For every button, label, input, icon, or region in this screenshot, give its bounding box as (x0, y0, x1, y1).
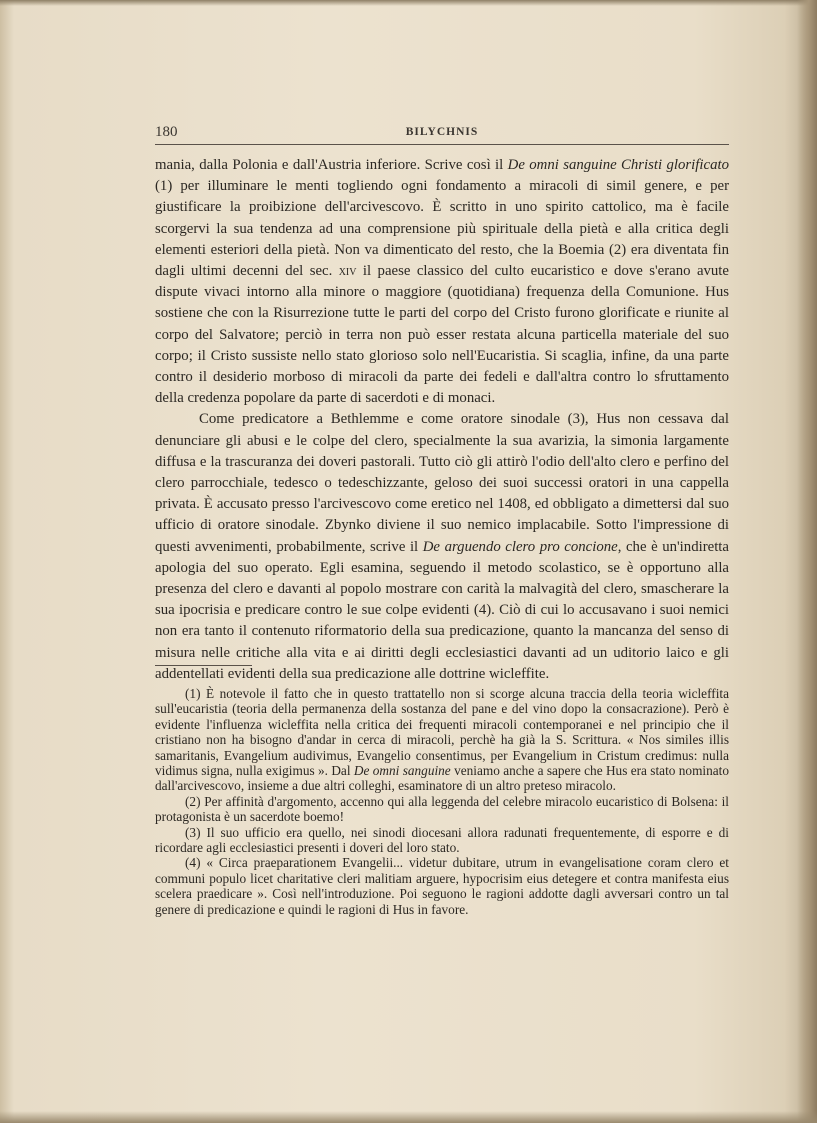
p1-text-a: mania, dalla Polonia e dall'Austria inferiore. Scrive così il (155, 157, 508, 173)
p1-title-de-omni-sanguine: De omni sanguine Christi glorificato (507, 157, 729, 173)
footnote-3: (3) Il suo ufficio era quello, nei sinodi diocesani allora radunati frequentemente, di esporre e di ricordare agli ecclesiastici presenti i doveri del loro stato. (155, 824, 729, 856)
p2-title-de-arguendo-clero: De arguendo clero pro concione (422, 538, 618, 555)
paragraph-2 (155, 409, 729, 685)
body-text (155, 155, 729, 685)
footnote-4: (4) « Circa praeparationem Evangelii... videtur dubitare, utrum in evangelisatione coram clero et communi populo licet charitative cleri malitiam arguere, hypocrisim eius detegere et contra manifesta eius scelera praedicare ». Così nell'introduzione. Poi seguono le ragioni addotte dagli avversari contro un tal genere di predicazione e quindi le ragioni di Hus in favore. (155, 855, 729, 917)
fn1-text-b: veniamo anche a sapere che Hus era stato nominato dall'arcivescovo, insieme a due altri colleghi, esaminatore di un altro preteso miracolo. (155, 763, 730, 794)
p1-century-numeral: xiv (338, 263, 357, 280)
header-rule (155, 144, 729, 145)
page-number: 180 (155, 124, 178, 140)
page-header (155, 124, 729, 144)
page-bottom-edge (0, 1111, 817, 1123)
p1-text-b: (1) per illuminare le menti togliendo ogni fondamento a miracoli di simil genere, e per giustificare la proibizione dell'arcivescovo. È scritto in uno spirito cattolico, ma è facile scorgervi la sua tendenza ad una comprensione più spirituale della pietà e alla critica degli elementi esteriori della pietà. Non va dimenticato del resto, che la Boemia (2) era diventata fin dagli ultimi decenni del sec. (155, 178, 729, 280)
paragraph-1 (155, 155, 729, 409)
page-right-edge (797, 0, 817, 1123)
p1-text-c: il paese classico del culto eucaristico e dove s'erano avute dispute vivaci intorno alla minore o maggiore (quotidiana) frequenza della Comunione. Hus sostiene che con la Risurrezione tutte le parti del corpo del Cristo furono glorificate e riunite al corpo del Salvatore; perciò in terra non può esser restata alcuna particella materiale del suo corpo; il Cristo sussiste nello stato glorioso solo nell'Eucaristia. Si scaglia, infine, da una parte contro il desiderio morboso di miracoli da parte dei fedeli e dall'altra contro lo sfruttamento della credenza popolare da parte di sacerdoti e di monaci. (155, 263, 729, 407)
running-title: BILYCHNIS (405, 126, 479, 138)
fn1-text-a: (1) È notevole il fatto che in questo trattatello non si scorge alcuna traccia della teoria wicleffita sull'eucaristia (teoria della permanenza della sostanza del pane e del vino dopo la consacrazione). Però è evidente l'influenza wicleffita nella critica dei frequenti miracoli contemporanei e nel principio che il cristiano non ha bisogno d'andar in cerca di miracoli, perchè ha già la S. Scrittura. « Nos similes illis samaritanis, Evangelium audivimus, Evangelio consentimus, per Evangelium in Cristum credimus: nulla vidimus signa, nulla exigimus ». Dal (155, 686, 729, 779)
p2-text-a: Come predicatore a Bethlemme e come oratore sinodale (3), Hus non cessava dal denunciare gli abusi e le colpe del clero, specialmente la sua avarizia, la simonia largamente diffusa e la trascuranza dei doveri pastorali. Tutto ciò gli attirò l'odio dell'alto clero e perfino del clero parrocchiale, tedesco o tedeschizzante, geloso dei suoi successi oratori in una cappella privata. È accusato presso l'arcivescovo come eretico nel 1408, ed obbligato a dimettersi dal suo ufficio di oratore sinodale. Zbynko diviene il suo nemico implacabile. Sotto l'impressione di questi avvenimenti, probabilmente, scrive il (155, 411, 729, 555)
p2-text-b: , che è un'indiretta apologia del suo operato. Egli esamina, seguendo il metodo scolastico, se è opportuno alla presenza del clero e davanti al popolo mostrare con carità la malvagità del clero, smascherare la sua ipocrisia e predicare contro le sue colpe evidenti (4). Ciò di cui lo accusavano i suoi nemici non era tanto il contenuto riformatorio della sua predicazione, quanto la mancanza del senso di misura nelle critiche alla vita e ai diritti degli ecclesiastici davanti ad un uditorio laico e gli addentellati evidenti della sua predicazione alle dottrine wicleffite. (155, 538, 729, 682)
fn1-title: De omni sanguine (353, 763, 451, 779)
page-top-edge (0, 0, 817, 6)
footnotes (155, 686, 729, 917)
footnote-2: (2) Per affinità d'argomento, accenno qui alla leggenda del celebre miracolo eucaristico di Bolsena: il protagonista è un sacerdote boemo! (155, 793, 729, 825)
footnote-rule (155, 665, 252, 666)
footnote-1 (155, 686, 729, 794)
